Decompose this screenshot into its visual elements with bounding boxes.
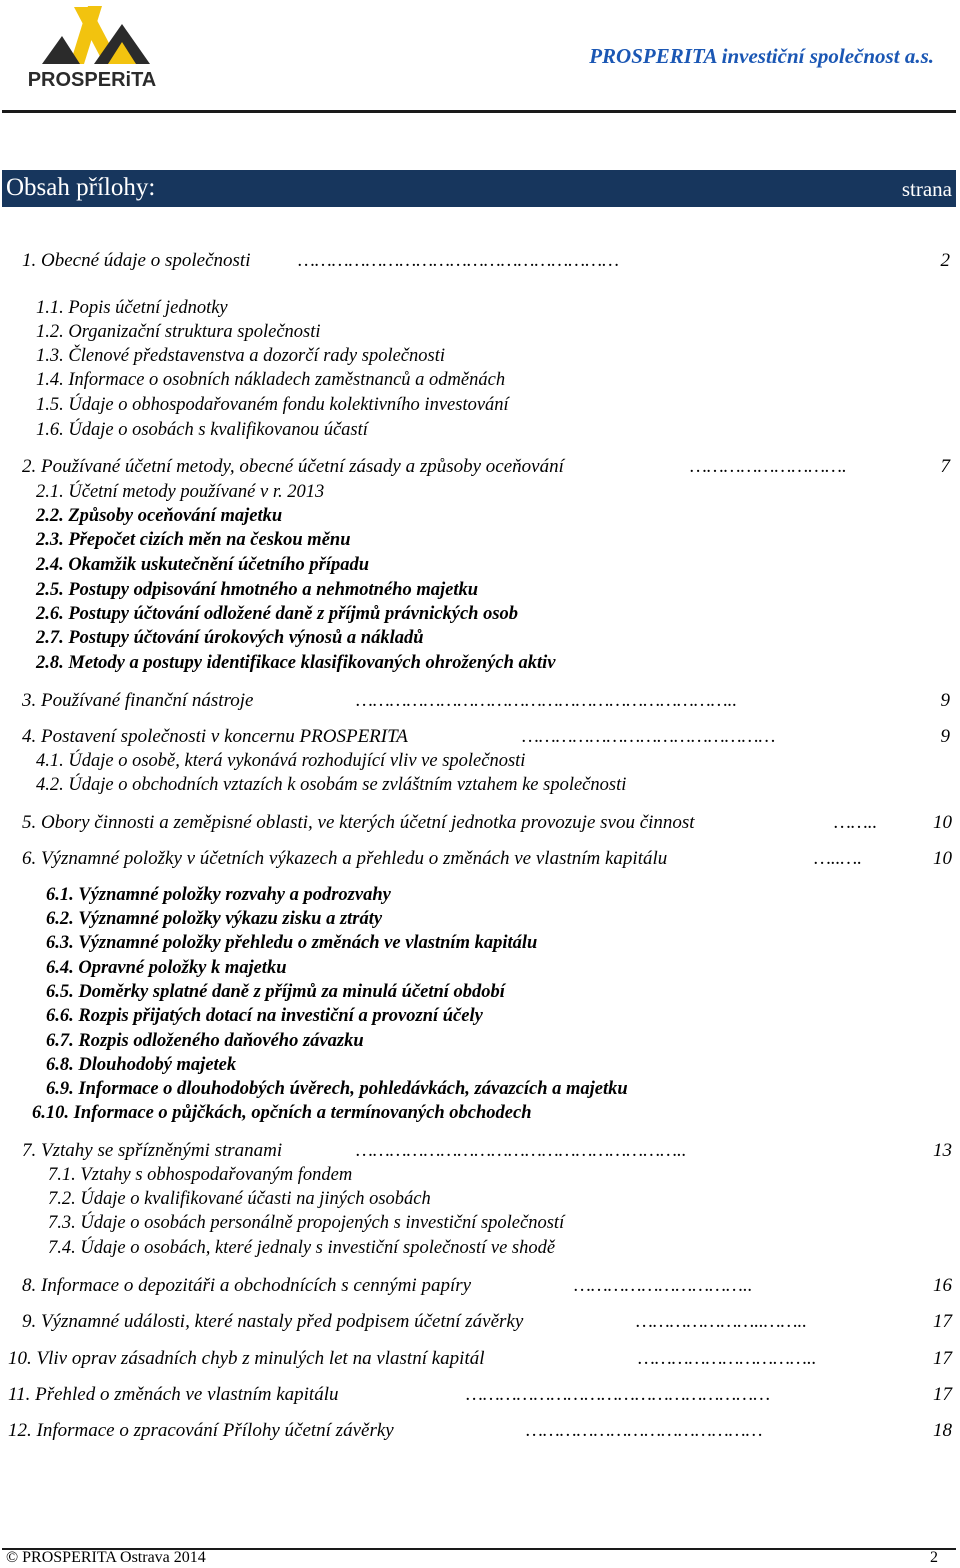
toc-subentry: 6.9. Informace o dlouhodobých úvěrech, pohledávkách, závazcích a majetku [46, 1079, 628, 1099]
toc-dots: ………………………………………………… [298, 250, 619, 271]
toc-dots: ……………………………………………… [466, 1384, 771, 1405]
header-divider [2, 110, 956, 113]
toc-subentry: 6.3. Významné položky přehledu o změnách ve vlastním kapitálu [46, 933, 538, 953]
logo-text: PROSPERiTA [27, 69, 157, 91]
toc-page-number: 13 [933, 1140, 952, 1161]
footer-copyright: © PROSPERITA Ostrava 2014 [6, 1549, 206, 1566]
toc-subentry: 1.6. Údaje o osobách s kvalifikovanou účastí [36, 420, 368, 440]
page-title: Obsah přílohy: [6, 174, 156, 201]
toc-entry: 4. Postavení společnosti v koncernu PROSPERITA [22, 726, 408, 747]
page-column-label: strana [901, 177, 952, 201]
toc-entry: 12. Informace o zpracování Přílohy účetní závěrky [8, 1420, 394, 1441]
toc-page-number: 17 [933, 1348, 952, 1369]
toc-dots: …….. [834, 812, 878, 833]
toc-subentry: 2.5. Postupy odpisování hmotného a nehmotného majetku [36, 580, 479, 600]
toc-subentry: 4.2. Údaje o obchodních vztazích k osobám se zvláštním vztahem ke společnosti [36, 775, 627, 795]
company-name: PROSPERITA investiční společnost a.s. [589, 44, 934, 68]
toc-dots: ………………………….. [638, 1348, 817, 1369]
toc-entry: 7. Vztahy se spřízněnými stranami [22, 1140, 283, 1161]
toc-subentry: 7.3. Údaje o osobách personálně propojených s investiční společností [48, 1213, 565, 1233]
toc-subentry: 7.4. Údaje o osobách, které jednaly s investiční společností ve shodě [48, 1238, 556, 1258]
toc-page-number: 17 [933, 1384, 952, 1405]
toc-subentry: 2.7. Postupy účtování úrokových výnosů a nákladů [36, 628, 424, 648]
toc-subentry: 2.2. Způsoby oceňování majetku [36, 506, 283, 526]
toc-subentry: 2.3. Přepočet cizích měn na českou měnu [36, 530, 351, 550]
toc-subentry: 6.1. Významné položky rozvahy a podrozvahy [46, 885, 391, 905]
toc-page-number: 17 [933, 1311, 952, 1332]
toc-entry: 9. Významné události, které nastaly před podpisem účetní závěrky [22, 1311, 524, 1332]
toc-dots: ………………………….. [574, 1275, 753, 1296]
prosperita-logo [22, 2, 162, 94]
toc-dots: …..…. [814, 848, 863, 869]
toc-page-number: 9 [940, 726, 950, 747]
toc-entry: 1. Obecné údaje o společnosti [22, 250, 251, 271]
toc-subentry: 1.3. Členové představenstva a dozorčí rady společnosti [36, 346, 445, 366]
toc-entry: 10. Vliv oprav zásadních chyb z minulých let na vlastní kapitál [8, 1348, 485, 1369]
toc-subentry: 6.7. Rozpis odloženého daňového závazku [46, 1031, 364, 1051]
toc-page-number: 9 [940, 690, 950, 711]
toc-page-number: 2 [940, 250, 950, 271]
toc-entry: 3. Používané finanční nástroje [22, 690, 254, 711]
toc-entry: 8. Informace o depozitáři a obchodnících s cennými papíry [22, 1275, 472, 1296]
toc-entry: 5. Obory činnosti a zeměpisné oblasti, ve kterých účetní jednotka provozuje svou činnost [22, 812, 695, 833]
toc-subentry: 2.8. Metody a postupy identifikace klasifikovaných ohrožených aktiv [36, 653, 556, 673]
toc-entry: 2. Používané účetní metody, obecné účetní zásady a způsoby oceňování [22, 456, 564, 477]
toc-page-number: 7 [940, 456, 950, 477]
toc-subentry: 2.1. Účetní metody používané v r. 2013 [36, 482, 325, 502]
toc-subentry: 2.4. Okamžik uskutečnění účetního případu [36, 555, 370, 575]
toc-subentry: 1.2. Organizační struktura společnosti [36, 322, 321, 342]
toc-page-number: 10 [933, 812, 952, 833]
toc-subentry: 4.1. Údaje o osobě, která vykonává rozhodující vliv ve společnosti [36, 751, 526, 771]
toc-entry: 11. Přehled o změnách ve vlastním kapitálu [8, 1384, 339, 1405]
toc-subentry: 6.5. Doměrky splatné daně z příjmů za minulá účetní období [46, 982, 505, 1002]
toc-page-number: 18 [933, 1420, 952, 1441]
toc-page-number: 16 [933, 1275, 952, 1296]
toc-subentry: 6.4. Opravné položky k majetku [46, 958, 287, 978]
toc-dots: …………………..…….. [636, 1311, 808, 1332]
toc-subentry: 6.8. Dlouhodobý majetek [46, 1055, 237, 1075]
toc-subentry: 1.5. Údaje o obhospodařovaném fondu kolektivního investování [36, 395, 509, 415]
toc-subentry: 6.10. Informace o půjčkách, opčních a termínovaných obchodech [32, 1103, 532, 1123]
title-bar [2, 170, 956, 207]
toc-subentry: 1.4. Informace o osobních nákladech zaměstnanců a odměnách [36, 370, 506, 390]
toc-subentry: 6.6. Rozpis přijatých dotací na investiční a provozní účely [46, 1006, 483, 1026]
toc-dots: ………………………. [690, 456, 847, 477]
toc-subentry: 6.2. Významné položky výkazu zisku a ztráty [46, 909, 383, 929]
toc-dots: ………………………………………………………….. [356, 690, 738, 711]
toc-dots: ……………………………………… [522, 726, 776, 747]
toc-dots: ………………………………………………….. [356, 1140, 687, 1161]
toc-dots: …………………………………… [526, 1420, 763, 1441]
footer-page-number: 2 [930, 1549, 938, 1566]
toc-entry: 6. Významné položky v účetních výkazech a přehledu o změnách ve vlastním kapitálu [22, 848, 668, 869]
toc-subentry: 7.2. Údaje o kvalifikované účasti na jiných osobách [48, 1189, 431, 1209]
toc-subentry: 7.1. Vztahy s obhospodařovaným fondem [48, 1165, 353, 1185]
toc-subentry: 2.6. Postupy účtování odložené daně z příjmů právnických osob [36, 604, 519, 624]
toc-page-number: 10 [933, 848, 952, 869]
toc-subentry: 1.1. Popis účetní jednotky [36, 298, 228, 318]
